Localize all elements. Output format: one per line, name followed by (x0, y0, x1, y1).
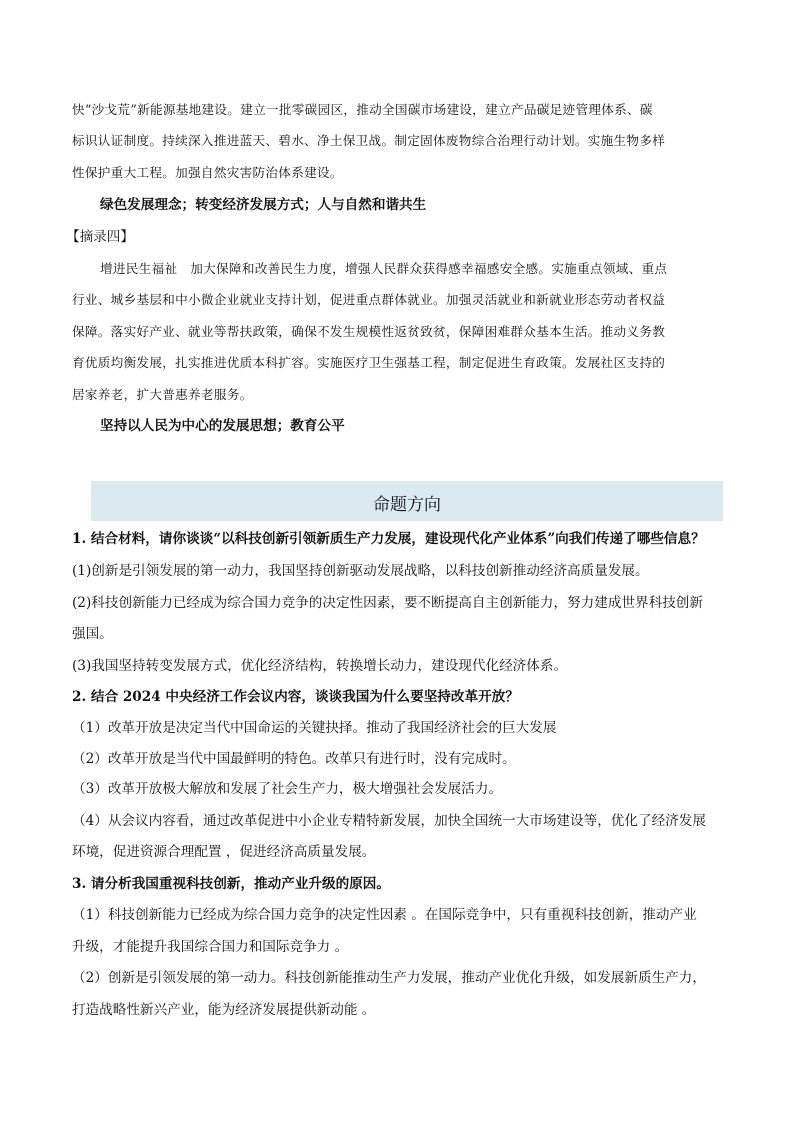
excerpt3-line-1: 快“沙戈荒”新能源基地建设。建立一批零碳园区，推动全国碳市场建设，建立产品碳足迹管理体系、碳 (72, 102, 653, 117)
section-heading-bar (91, 481, 723, 521)
section-title: 命题方向 (373, 495, 441, 515)
q2-answer-3: （3）改革开放极大解放和发展了社会生产力，极大增强社会发展活力。 (72, 781, 503, 797)
excerpt4-line-4: 育优质均衡发展，扎实推进优质本科扩容。实施医疗卫生强基工程，制定促进生育政策。发展社区支持的 (72, 355, 666, 370)
question-2: 2. 结合 2024 中央经济工作会议内容，谈谈我国为什么要坚持改革开放？ (72, 689, 519, 705)
excerpt4-header: 【摘录四】 (66, 229, 134, 245)
excerpt3-line-2: 标识认证制度。持续深入推进蓝天、碧水、净土保卫战。制定固体废物综合治理行动计划。实施生物多样 (72, 133, 666, 148)
excerpt3-line-3: 性保护重大工程。加强自然灾害防治体系建设。 (72, 165, 343, 180)
q3-answer-1: （1）科技创新能力已经成为综合国力竞争的决定性因素 。在国际竞争中，只有重视科技创新，推动产业 (72, 907, 697, 923)
q2-answer-2: （2）改革开放是当代中国最鲜明的特色。改革只有进行时，没有完成时。 (72, 751, 516, 767)
q3-answer-2: （2）创新是引领发展的第一动力。科技创新能推动生产力发展，推动产业优化升级，如发展新质生产力， (72, 970, 706, 986)
excerpt3-keywords: 绿色发展理念；转变经济发展方式；人与自然和谐共生 (100, 197, 427, 213)
q2-answer-4: （4）从会议内容看，通过改革促进中小企业专精特新发展，加快全国统一大市场建设等，优化了经济发展 (72, 813, 706, 829)
q1-answer-1: (1)创新是引领发展的第一动力，我国坚持创新驱动发展战略，以科技创新推动经济高质量发展。 (72, 563, 649, 579)
q1-answer-2-cont: 强国。 (72, 626, 113, 642)
q1-answer-3: (3)我国坚持转变发展方式，优化经济结构，转换增长动力，建设现代化经济体系。 (72, 658, 568, 674)
excerpt4-keywords: 坚持以人民为中心的发展思想；教育公平 (100, 418, 345, 434)
excerpt4-line-2: 行业、城乡基层和中小微企业就业支持计划，促进重点群体就业。加强灵活就业和新就业形态劳动者权益 (72, 292, 666, 307)
excerpt4-line-5: 居家养老，扩大普惠养老服务。 (72, 387, 253, 402)
q1-answer-2: (2)科技创新能力已经成为综合国力竞争的决定性因素，要不断提高自主创新能力，努力建成世界科技创新 (72, 595, 703, 611)
q3-answer-1-cont: 升级，才能提升我国综合国力和国际竞争力 。 (72, 939, 349, 955)
q3-answer-2-cont: 打造战略性新兴产业，能为经济发展提供新动能 。 (72, 1002, 376, 1018)
question-3: 3. 请分析我国重视科技创新，推动产业升级的原因。 (72, 876, 390, 892)
question-1: 1. 结合材料，请你谈谈“以科技创新引领新质生产力发展，建设现代化产业体系”向我们传递了哪些信息？ (72, 531, 705, 547)
q2-answer-1: （1）改革开放是决定当代中国命运的关键抉择。推动了我国经济社会的巨大发展 (72, 720, 557, 736)
excerpt4-line-1: 增进民生福祉 加大保障和改善民生力度，增强人民群众获得感幸福感安全感。实施重点领域、重点 (100, 261, 668, 276)
excerpt4-line-3: 保障。落实好产业、就业等帮扶政策，确保不发生规模性返贫致贫，保障困难群众基本生活。推动义务教 (72, 324, 666, 339)
q2-answer-4-cont: 环境，促进资源合理配置 ，促进经济高质量发展。 (72, 844, 376, 860)
